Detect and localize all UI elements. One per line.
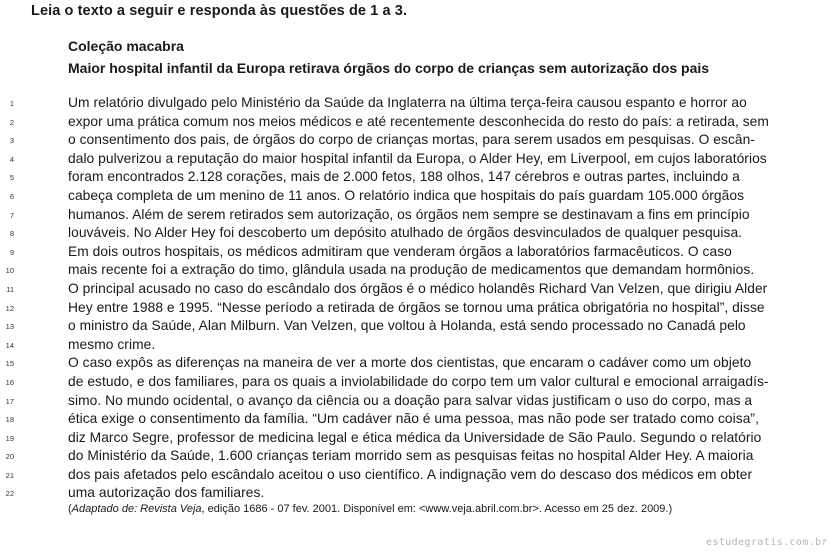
- line-text: ética exige o consentimento da família. “Um cadáver não é uma pessoa, mas não pode ser tratado como coisa”,: [68, 411, 759, 427]
- line-text: Em dois outros hospitais, os médicos admitiram que venderam órgãos a laboratórios farmacêuticos. O caso: [68, 243, 732, 259]
- text-line: [0, 317, 834, 336]
- line-number: 8: [9, 229, 14, 239]
- line-text: mesmo crime.: [68, 336, 156, 352]
- line-number: 17: [5, 396, 14, 406]
- text-line: [0, 150, 834, 169]
- line-text: de estudo, e dos familiares, para os quais a inviolabilidade do corpo tem um valor cultural e emocional arraigadís-: [68, 373, 769, 389]
- text-line: [0, 447, 834, 466]
- line-text: o consentimento dos pais, de órgãos do corpo de crianças mortas, para serem usados em pesquisas. O escân-: [68, 132, 756, 148]
- citation-source: Adaptado de: Revista Veja: [71, 503, 202, 515]
- watermark: estudegratis.com.br: [706, 537, 828, 548]
- line-text: diz Marco Segre, professor de medicina legal e ética médica da Universidade de São Paulo. Segundo o relatório: [68, 429, 762, 445]
- line-number: 20: [5, 452, 14, 462]
- line-number: 19: [5, 433, 14, 443]
- line-number: 22: [5, 489, 14, 499]
- line-text: simo. No mundo ocidental, o avanço da ciência ou a doação para salvar vidas justificam o uso do corpo, mas a: [68, 392, 753, 408]
- text-line: [0, 410, 834, 429]
- text-line: [0, 429, 834, 448]
- instruction-text: Leia o texto a seguir e responda às questões de 1 a 3.: [31, 3, 408, 19]
- line-text: Um relatório divulgado pelo Ministério da Saúde da Inglaterra na última terça-feira causou espanto e horror ao: [68, 95, 747, 110]
- line-number: 2: [9, 117, 14, 127]
- line-number: 9: [9, 247, 14, 257]
- line-number: 15: [5, 359, 14, 369]
- line-text: louváveis. No Alder Hey foi descoberto um depósito atulhado de órgãos desvinculados de qualquer pesquisa.: [68, 225, 743, 241]
- text-line: [0, 113, 834, 132]
- text-line: [0, 94, 834, 113]
- line-text: expor uma prática comum nos meios médicos e até recentemente desconhecida do resto do país: a retirada, sem: [68, 113, 769, 129]
- text-line: [0, 466, 834, 485]
- line-number: 13: [5, 322, 14, 332]
- line-number: 5: [9, 173, 14, 183]
- text-line: [0, 168, 834, 187]
- line-text: humanos. Além de serem retirados sem autorização, os órgãos nem sempre se destinavam a fins em princípio: [68, 206, 750, 222]
- text-line: [0, 131, 834, 150]
- text-line: [0, 187, 834, 206]
- line-number: 12: [5, 303, 14, 313]
- line-number: 4: [9, 154, 14, 164]
- text-line: [0, 206, 834, 225]
- line-text: o ministro da Saúde, Alan Milburn. Van Velzen, que voltou à Holanda, está sendo processado no Canadá pelo: [68, 318, 746, 334]
- line-number: 3: [9, 136, 14, 146]
- text-line: [0, 224, 834, 243]
- text-line: [0, 373, 834, 392]
- text-line: [0, 354, 834, 373]
- text-line: [0, 392, 834, 411]
- line-text: foram encontrados 2.128 corações, mais de 2.000 fetos, 188 olhos, 147 cérebros e outras partes, incluindo a: [68, 169, 740, 185]
- line-text: dos pais afetados pelo escândalo aceitou o uso científico. A indignação vem do descaso dos médicos em obter: [68, 466, 753, 482]
- text-line: [0, 336, 834, 355]
- line-number: 14: [5, 340, 14, 350]
- line-text: uma autorização dos familiares.: [68, 485, 265, 501]
- line-number: 18: [5, 415, 14, 425]
- article-heading: Coleção macabra: [68, 38, 184, 54]
- line-number: 1: [9, 99, 14, 108]
- citation: (Adaptado de: Revista Veja, edição 1686 - 07 fev. 2001. Disponível em: <www.veja.abril.com.br>. Acesso em 25 dez. 2009.): [68, 503, 673, 515]
- article-title: Maior hospital infantil da Europa retirava órgãos do corpo de crianças sem autorização dos pais: [68, 60, 710, 76]
- text-line: [0, 484, 834, 503]
- text-line: [0, 280, 834, 299]
- article-body: [0, 94, 834, 503]
- line-number: 10: [5, 266, 14, 276]
- line-text: O principal acusado no caso do escândalo dos órgãos é o médico holandês Richard Van Velzen, que dirigiu Alder: [68, 280, 768, 296]
- text-line: [0, 243, 834, 262]
- line-text: Hey entre 1988 e 1995. “Nesse período a retirada de órgãos se tornou uma prática obrigatória no hospital”, disse: [68, 299, 765, 315]
- line-number: 16: [5, 377, 14, 387]
- line-text: mais recente foi a extração do timo, glândula usada na produção de medicamentos que demandam hormônios.: [68, 262, 755, 278]
- line-text: do Ministério da Saúde, 1.600 crianças teriam morrido sem as pesquisas feitas no hospital Alder Hey. A maioria: [68, 448, 754, 464]
- line-number: 21: [5, 470, 14, 480]
- line-text: O caso expôs as diferenças na maneira de ver a morte dos cientistas, que encaram o cadáver como um objeto: [68, 355, 752, 371]
- line-text: cabeça completa de um menino de 11 anos. O relatório indica que hospitais do país guardam 105.000 órgãos: [68, 187, 745, 203]
- line-number: 11: [6, 284, 14, 294]
- line-number: 6: [9, 191, 14, 201]
- text-line: [0, 299, 834, 318]
- text-line: [0, 261, 834, 280]
- line-text: dalo pulverizou a reputação do maior hospital infantil da Europa, o Alder Hey, em Liverpool, em cujos laboratórios: [68, 150, 767, 166]
- line-number: 7: [9, 210, 14, 220]
